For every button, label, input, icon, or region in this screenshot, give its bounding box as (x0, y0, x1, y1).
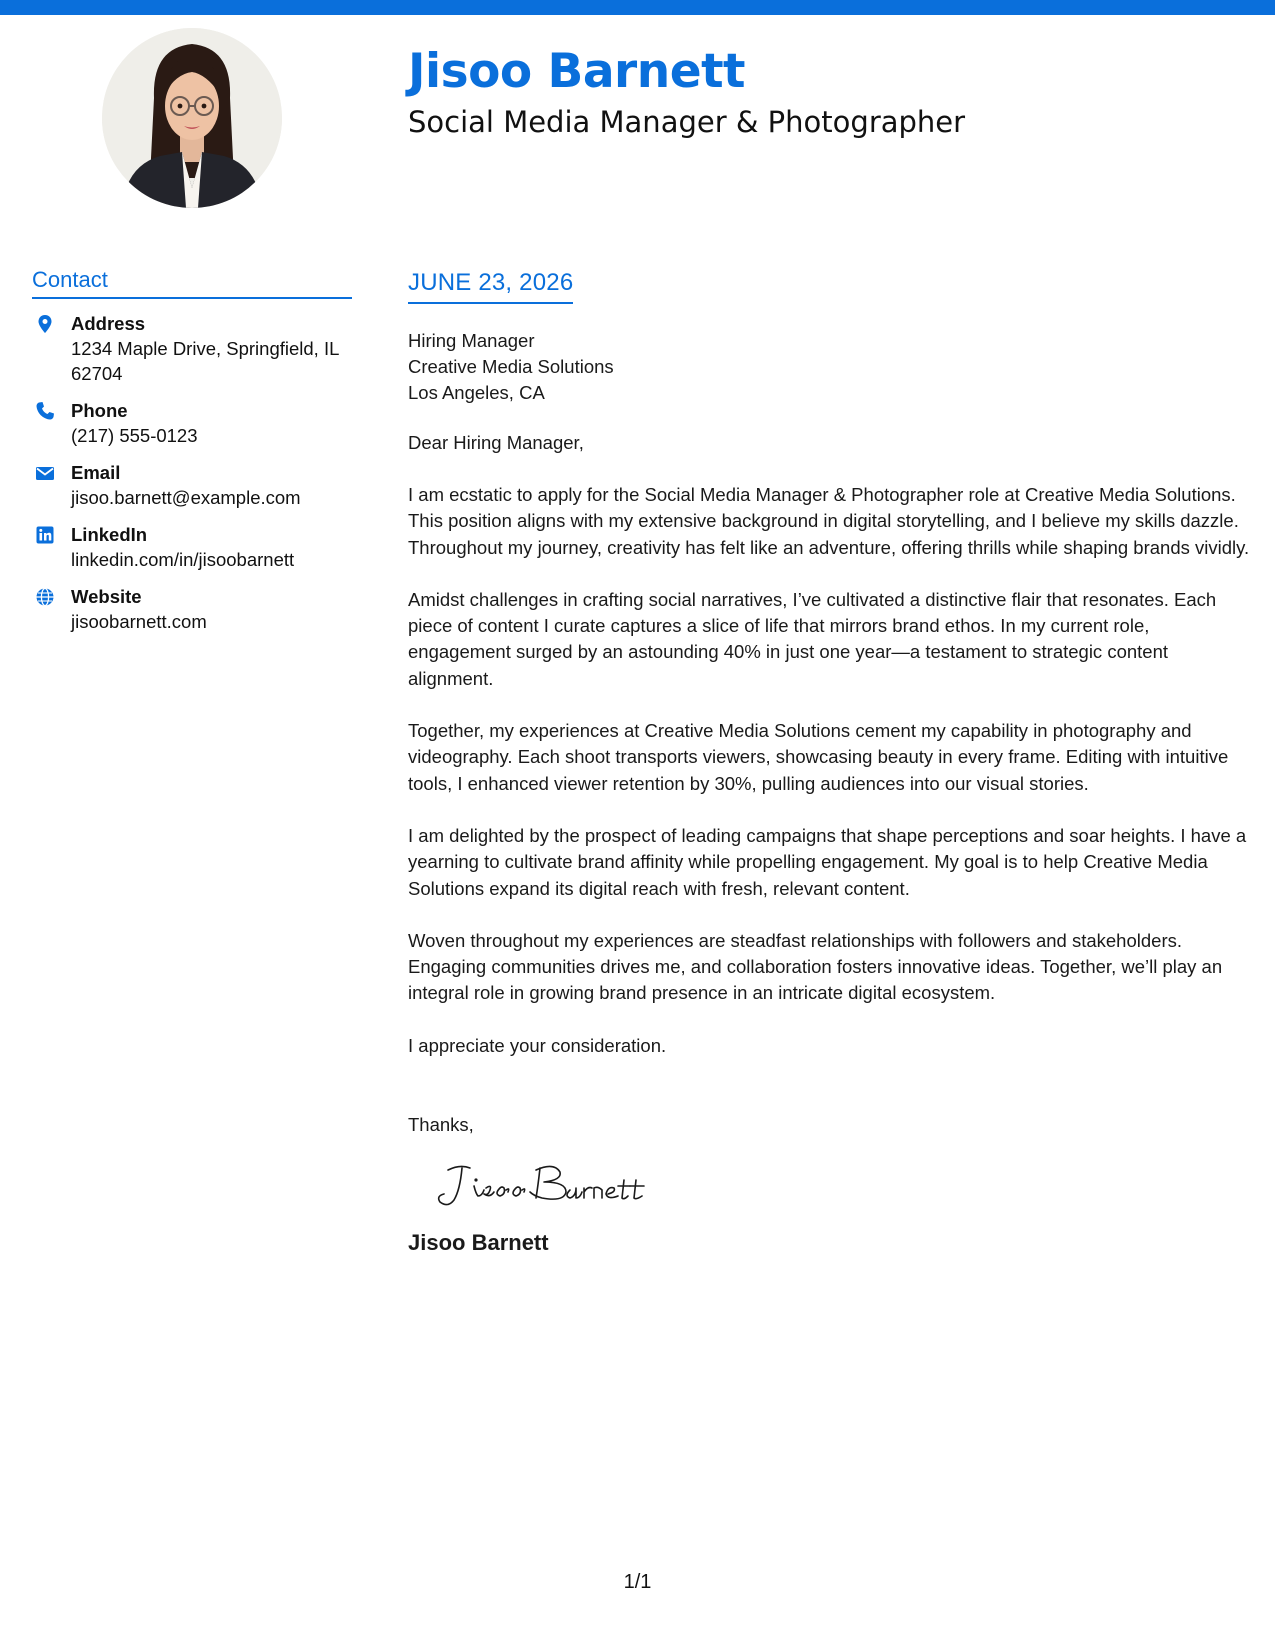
top-accent-bar (0, 0, 1275, 15)
contact-value: 1234 Maple Drive, Springfield, IL 62704 (71, 338, 339, 384)
letter-paragraph: I appreciate your consideration. (408, 1034, 667, 1056)
letter-paragraph: Woven throughout my experiences are steadfast relationships with followers and stakeholders. Engaging communities drives me, and collaboration fosters innovative ideas. Together, we’ll play an integral role in growing brand presence in an intricate digital ecosystem. (408, 929, 1223, 1004)
recipient-line: Hiring Manager (408, 330, 535, 351)
phone-icon (35, 401, 55, 421)
contact-label: LinkedIn (71, 524, 148, 545)
contact-sidebar (32, 266, 352, 646)
recipient-line: Los Angeles, CA (408, 382, 545, 403)
contact-value: linkedin.com/in/jisoobarnett (71, 549, 295, 570)
contact-item-email (32, 460, 352, 510)
contact-item-website (32, 584, 352, 634)
contact-item-address (32, 311, 352, 386)
globe-icon (35, 587, 55, 607)
contact-value: jisoobarnett.com (71, 611, 207, 632)
contact-label: Address (71, 313, 146, 334)
contact-value: jisoo.barnett@example.com (71, 487, 301, 508)
letter-paragraph: Together, my experiences at Creative Media Solutions cement my capability in photography and videography. Each shoot transports viewers, showcasing beauty in every frame. Editing with intuitive tools, I enhanced viewer retention by 30%, pulling audiences into our visual stories. (408, 720, 1229, 794)
recipient-line: Creative Media Solutions (408, 356, 614, 377)
salutation: Dear Hiring Manager, (408, 432, 584, 453)
contact-label: Email (71, 462, 121, 483)
contact-item-linkedin (32, 522, 352, 572)
linkedin-icon (35, 525, 55, 545)
candidate-title: Social Media Manager & Photographer (408, 105, 966, 139)
page-number: 1/1 (623, 1571, 652, 1593)
contact-heading: Contact (32, 266, 352, 299)
email-icon (35, 463, 55, 483)
contact-item-phone (32, 398, 352, 448)
letter-date: JUNE 23, 2026 (408, 268, 573, 304)
contact-label: Website (71, 586, 142, 607)
signer-name: Jisoo Barnett (408, 1230, 549, 1256)
profile-photo (102, 28, 282, 208)
map-pin-icon (35, 314, 55, 334)
letter-body (408, 268, 1253, 1258)
contact-label: Phone (71, 400, 128, 421)
recipient-block (408, 328, 1253, 406)
handwritten-signature (430, 1156, 670, 1216)
letter-paragraph: I am ecstatic to apply for the Social Media Manager & Photographer role at Creative Media Solutions. This position aligns with my extensive background in digital storytelling, and I believe my skills dazzle. Throughout my journey, creativity has felt like an adventure, offering thrills while shaping brands vividly. (408, 484, 1250, 558)
letter-paragraph: Amidst challenges in crafting social narratives, I’ve cultivated a distinctive flair that resonates. Each piece of content I curate captures a slice of life that mirrors brand ethos. In my current role, engagement surged by an astounding 40% in just one year—a testament to strategic content alignment. (408, 588, 1217, 689)
closing: Thanks, (408, 1114, 474, 1136)
contact-value: (217) 555-0123 (71, 425, 198, 446)
letter-paragraph: I am delighted by the prospect of leading campaigns that shape perceptions and soar heights. I have a yearning to cultivate brand affinity while propelling engagement. My goal is to help Creative Media Solutions expand its digital reach with fresh, relevant content. (408, 824, 1247, 899)
candidate-name: Jisoo Barnett (408, 44, 746, 99)
